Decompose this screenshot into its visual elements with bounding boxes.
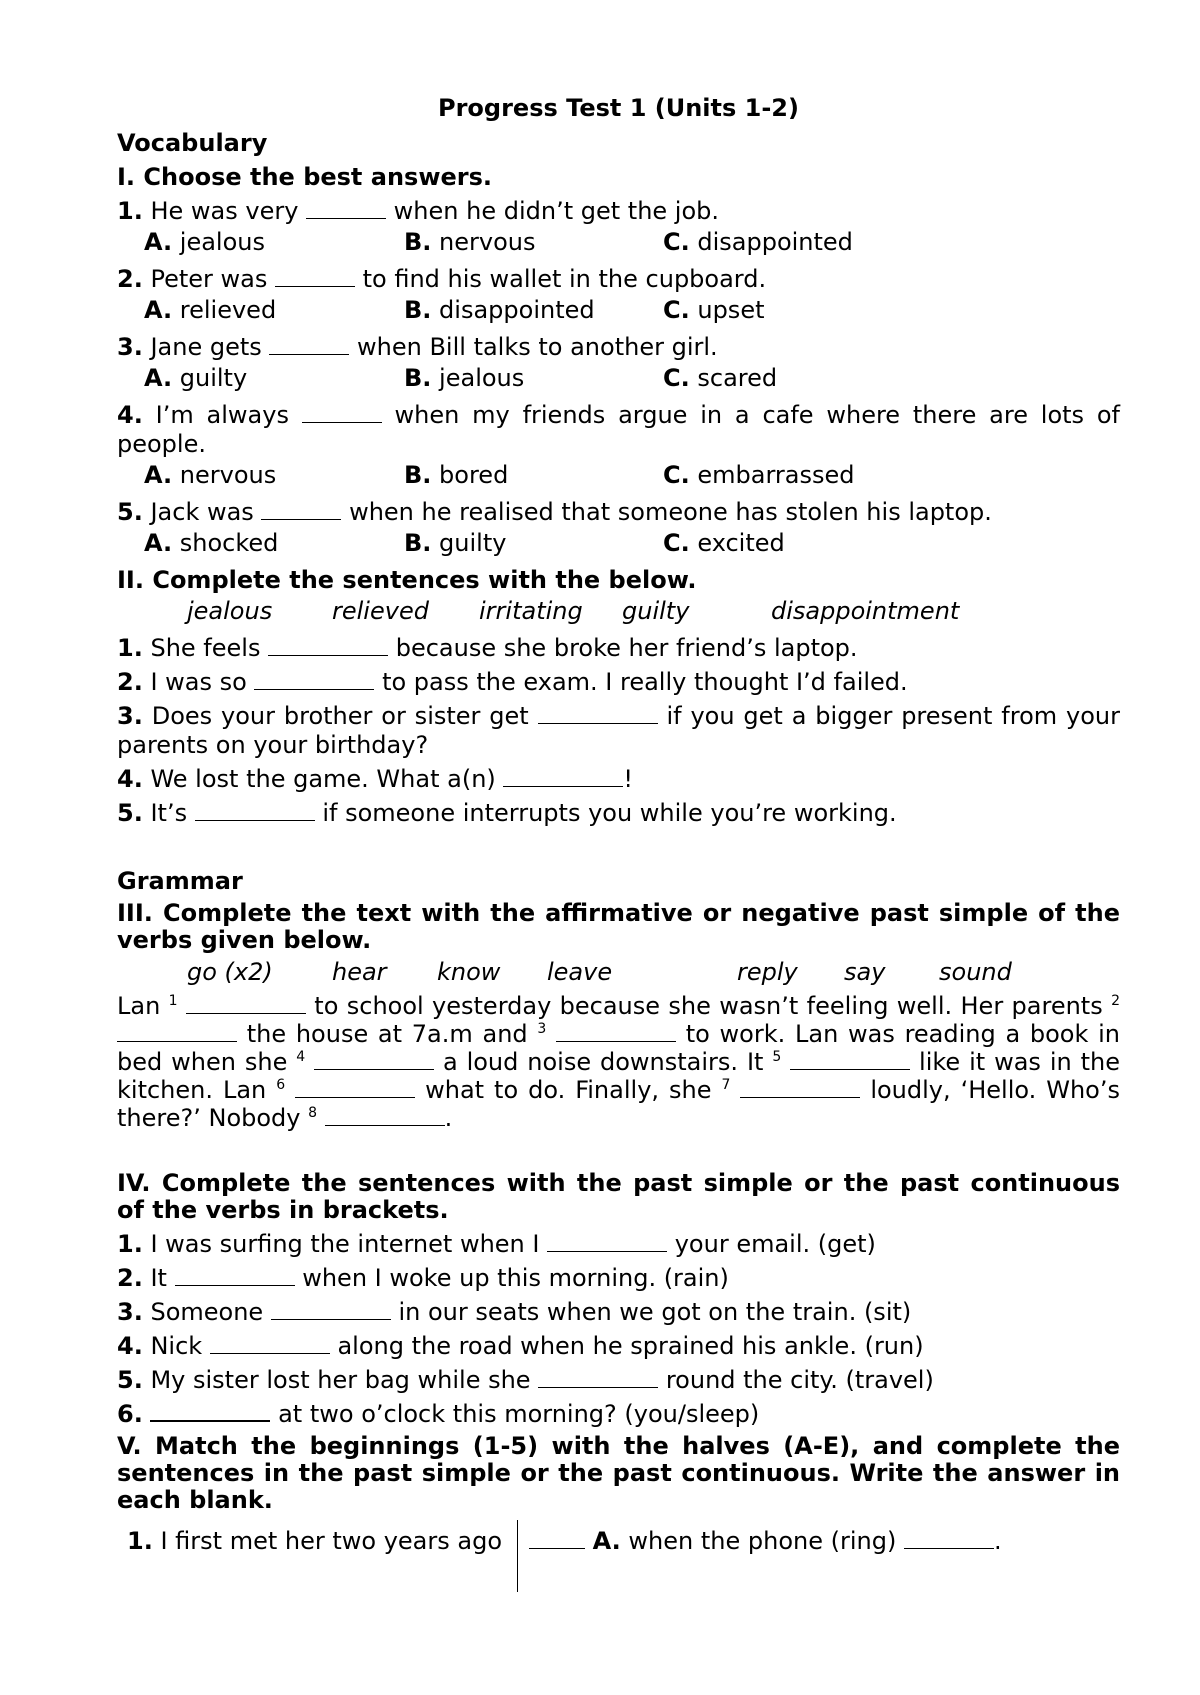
sec4-question-1: 1. I was surfing the internet when I your email. (get) <box>117 1230 876 1258</box>
option-c[interactable]: C. embarrassed <box>663 461 855 489</box>
option-c[interactable]: C. upset <box>663 296 765 324</box>
word-bank-item: go (x2) <box>187 958 273 986</box>
option-b[interactable]: B. disappointed <box>404 296 595 324</box>
sec3-word-bank <box>117 958 1120 992</box>
answer-blank[interactable] <box>306 198 386 219</box>
section-3-heading: III. Complete the text with the affirmative or negative past simple of the verbs given below. <box>117 899 1120 954</box>
page-title: Progress Test 1 (Units 1-2) <box>438 94 799 122</box>
answer-blank[interactable] <box>268 635 388 656</box>
answer-blank[interactable] <box>325 1105 445 1126</box>
sec2-question-2: 2. I was so to pass the exam. I really thought I’d failed. <box>117 668 908 696</box>
worksheet-content <box>117 90 1120 1592</box>
answer-blank[interactable] <box>314 1049 434 1070</box>
word-bank-item: hear <box>332 958 387 986</box>
answer-blank[interactable] <box>790 1049 910 1070</box>
sec4-question-5: 5. My sister lost her bag while she round the city. (travel) <box>117 1366 934 1394</box>
option-a[interactable]: A. nervous <box>144 461 277 489</box>
sec1-options-5 <box>117 529 1120 563</box>
sec4-question-6: 6. at two o’clock this morning? (you/sleep) <box>117 1400 760 1428</box>
section-5-heading: V. Match the beginnings (1-5) with the halves (A-E), and complete the sentences in the past simple or the past continuous. Write the answer in each blank. <box>117 1432 1120 1514</box>
answer-blank[interactable] <box>186 993 306 1014</box>
word-bank-item: leave <box>547 958 613 986</box>
answer-blank[interactable] <box>538 1367 658 1388</box>
option-a[interactable]: A. shocked <box>144 529 279 557</box>
sec1-options-3 <box>117 364 1120 398</box>
sec1-question-3: 3. Jane gets when Bill talks to another girl. <box>117 333 718 361</box>
grammar-heading: Grammar <box>117 867 243 895</box>
option-b[interactable]: B. nervous <box>404 228 536 256</box>
option-a[interactable]: A. relieved <box>144 296 277 324</box>
sec2-question-5: 5. It’s if someone interrupts you while you’re working. <box>117 799 897 827</box>
sec4-question-3: 3. Someone in our seats when we got on the train. (sit) <box>117 1298 912 1326</box>
word-bank-item: disappointment <box>771 597 960 625</box>
answer-blank[interactable] <box>538 703 658 724</box>
answer-blank[interactable] <box>302 402 382 423</box>
answer-blank[interactable] <box>195 800 315 821</box>
word-bank-item: reply <box>737 958 798 986</box>
option-b[interactable]: B. bored <box>404 461 509 489</box>
spacer <box>117 1132 1120 1168</box>
sec1-question-5: 5. Jack was when he realised that someone has stolen his laptop. <box>117 498 992 526</box>
option-a[interactable]: A. guilty <box>144 364 248 392</box>
answer-blank[interactable] <box>904 1528 994 1549</box>
option-b[interactable]: B. jealous <box>404 364 525 392</box>
word-bank-item: jealous <box>187 597 273 625</box>
answer-blank[interactable] <box>295 1077 415 1098</box>
match-right-cell: A. when the phone (ring) . <box>529 1526 1002 1556</box>
answer-blank[interactable] <box>503 766 623 787</box>
answer-blank[interactable] <box>254 669 374 690</box>
answer-blank[interactable] <box>740 1077 860 1098</box>
answer-blank[interactable] <box>556 1021 676 1042</box>
answer-blank[interactable] <box>117 1021 237 1042</box>
sec2-question-4: 4. We lost the game. What a(n) ! <box>117 765 634 793</box>
word-bank-item: irritating <box>479 597 583 625</box>
sec1-question-1: 1. He was very when he didn’t get the job. <box>117 197 720 225</box>
match-answer-blank[interactable] <box>529 1528 585 1549</box>
option-c[interactable]: C. disappointed <box>663 228 853 256</box>
option-c[interactable]: C. excited <box>663 529 785 557</box>
option-c[interactable]: C. scared <box>663 364 778 392</box>
word-bank-item: guilty <box>622 597 690 625</box>
answer-blank[interactable] <box>275 266 355 287</box>
answer-blank[interactable] <box>269 334 349 355</box>
sec1-options-1 <box>117 228 1120 262</box>
vocabulary-heading: Vocabulary <box>117 129 268 157</box>
sec3-gap-fill-text: Lan $^1$ to school yesterday because she wasn’t feeling well. Her parents $^2$ the house at 7a.m and $^3$ to work. Lan was reading a book in bed when she $^4$ a loud noise downstairs. It $^5$ like it was in the kitchen. Lan $^6$ what to do. Finally, she $^7$ loudly, ‘Hello. Who’s there?’ Nobody $^8$ . <box>117 992 1120 1132</box>
sec4-question-4: 4. Nick along the road when he sprained his ankle. (run) <box>117 1332 924 1360</box>
sec1-options-4 <box>117 461 1120 495</box>
answer-blank[interactable] <box>547 1231 667 1252</box>
section-2-heading: II. Complete the sentences with the below. <box>117 566 697 594</box>
answer-blank[interactable] <box>210 1333 330 1354</box>
option-b[interactable]: B. guilty <box>404 529 507 557</box>
answer-blank[interactable] <box>150 1400 270 1422</box>
sec1-question-4: 4. I’m always when my friends argue in a cafe where there are lots of people. <box>117 401 1120 458</box>
sec2-question-1: 1. She feels because she broke her friend’s laptop. <box>117 634 858 662</box>
word-bank-item: relieved <box>332 597 429 625</box>
word-bank-item: know <box>437 958 501 986</box>
word-bank-item: sound <box>939 958 1012 986</box>
sec4-question-2: 2. It when I woke up this morning. (rain) <box>117 1264 729 1292</box>
answer-blank[interactable] <box>271 1299 391 1320</box>
section-4-heading: IV. Complete the sentences with the past simple or the past continuous of the verbs in brackets. <box>117 1169 1120 1224</box>
section-1-heading: I. Choose the best answers. <box>117 163 493 191</box>
option-a[interactable]: A. jealous <box>144 228 265 256</box>
matching-table <box>117 1520 1120 1592</box>
answer-blank[interactable] <box>261 499 341 520</box>
sec2-question-3: 3. Does your brother or sister get if you get a bigger present from your parents on your birthday? <box>117 702 1120 759</box>
word-bank-item: say <box>844 958 886 986</box>
answer-blank[interactable] <box>175 1265 295 1286</box>
spacer <box>117 830 1120 864</box>
column-divider <box>517 1520 518 1592</box>
sec1-options-2 <box>117 296 1120 330</box>
sec2-word-bank <box>117 597 1120 631</box>
match-left-cell: 1. I first met her two years ago <box>127 1527 502 1555</box>
sec1-question-2: 2. Peter was to find his wallet in the cupboard. <box>117 265 767 293</box>
